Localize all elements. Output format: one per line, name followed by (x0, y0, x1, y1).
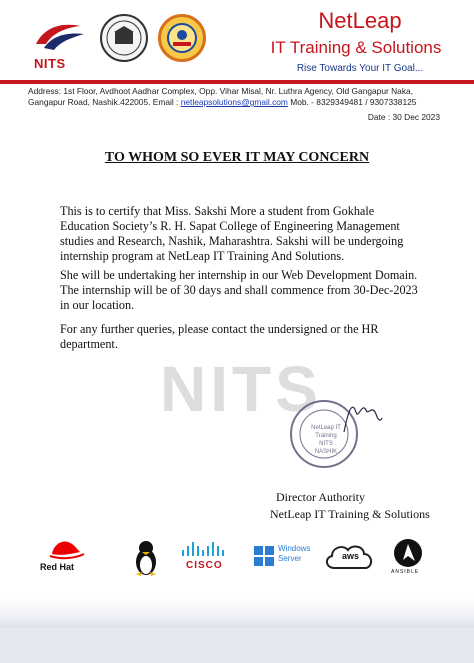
partner-logos (20, 538, 460, 578)
address-block (28, 86, 460, 108)
redhat-logo (40, 538, 90, 578)
aicte-seal-icon (158, 14, 206, 62)
redhat-label: Red Hat (40, 562, 75, 572)
letter-date: Date : 30 Dec 2023 (367, 112, 440, 122)
brand-tagline: Rise Towards Your IT Goal... (296, 63, 424, 74)
windows-icon (254, 546, 274, 566)
paragraph-contact: For any further queries, please contact the undersigned or the HR department. (60, 322, 379, 351)
header-divider (0, 80, 474, 84)
cisco-label: CISCO (186, 560, 223, 571)
windows-server-label: Windows Server (278, 544, 311, 563)
institute-seal-icon (100, 14, 148, 62)
stamp-top-text: NetLeap IT Training (311, 425, 341, 439)
aws-label: aws (342, 551, 360, 561)
mobile-numbers: Mob. - 8329349481 / 9307338125 (287, 97, 417, 107)
footer-strip (0, 628, 474, 663)
brand-subtitle: IT Training & Solutions (270, 38, 442, 57)
stamp-center-text: NITS NASHIK (314, 441, 338, 455)
ansible-icon (393, 538, 423, 568)
address-line-2 (28, 97, 460, 108)
address-line-1: Address: 1st Floor, Avdhoot Aadhar Complex, Opp. Vihar Misal, Nr. Luthra Agency, Old Gangapur Naka, (28, 86, 413, 96)
ansible-label: ANSIBLE (391, 569, 420, 575)
address-prefix: Gangapur Road, Nashik.422005. Email : (28, 97, 181, 107)
aws-logo (322, 538, 376, 578)
signature-mark (338, 392, 386, 440)
letter-heading: TO WHOM SO EVER IT MAY CONCERN (104, 150, 370, 165)
nits-watermark: NITS (160, 353, 322, 425)
signoff-title: Director Authority (276, 490, 365, 504)
cisco-logo (178, 538, 238, 578)
nits-logo-text: NITS (34, 56, 66, 71)
tux-icon (130, 538, 162, 578)
linux-logo (126, 538, 166, 578)
redhat-icon (46, 538, 86, 560)
paragraph-internship-details: She will be undertaking her internship in our Web Development Domain. The internship will be of 30 days and shall commence from 30-Dec-2023 in our location. (60, 268, 418, 312)
paragraph-certification: This is to certify that Miss. Sakshi More a student from Gokhale Education Society’s R. H. Sapat College of Engineering Management studies and Research, Nashik, Maharashtra. Sakshi will be undergoing internship program at NetLeap IT Training And Solutions. (60, 204, 404, 263)
signoff-company: NetLeap IT Training & Solutions (270, 507, 430, 521)
email-link[interactable]: netleapsolutions@gmail.com (180, 97, 288, 107)
brand-title: NetLeap (318, 8, 402, 33)
letterhead (0, 0, 474, 84)
cisco-icon (180, 540, 232, 558)
footer-band (0, 598, 474, 628)
windows-server-logo (252, 538, 322, 578)
ansible-logo (388, 538, 428, 578)
